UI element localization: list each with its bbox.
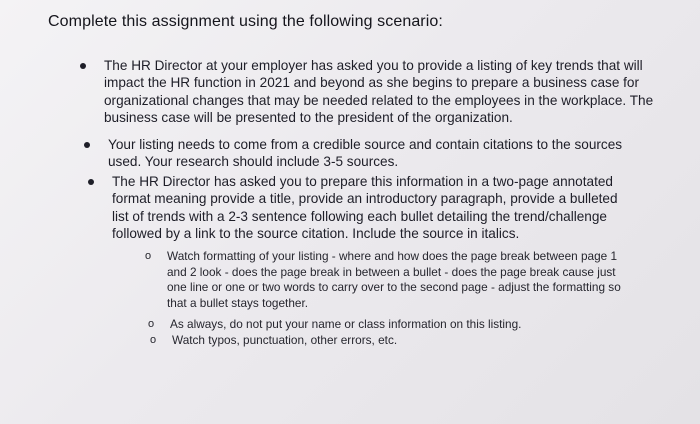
sub-bullet-item-1 — [145, 249, 637, 311]
bullet-item-1 — [104, 57, 664, 127]
sub-bullet-marker-icon: o — [145, 250, 152, 262]
assignment-heading: Complete this assignment using the following scenario: — [48, 13, 443, 30]
bullet-dot-icon — [84, 142, 90, 148]
bullet-dot-icon — [80, 63, 86, 69]
sub-bullet-marker-icon: o — [148, 318, 155, 330]
bullet-text-3: The HR Director has asked you to prepare this information in a two-page annotated format meaning provide a title, provide an introductory paragraph, provide a bulleted list of trends with a 2-3 sentence following each bullet detailing the trend/challenge followed by a link to the source citation. Include the source in italics. — [112, 174, 618, 242]
bullet-item-3 — [112, 173, 632, 243]
bullet-text-1: The HR Director at your employer has asked you to provide a listing of key trends that will impact the HR function in 2021 and beyond as she begins to prepare a business case for organizational changes that may be needed related to the employees in the workplace. The business case will be presented to the president of the organization. — [104, 58, 654, 126]
bullet-item-2 — [108, 136, 648, 171]
sub-bullet-text-2: As always, do not put your name or class information on this listing. — [170, 317, 522, 331]
bullet-text-2: Your listing needs to come from a credible source and contain citations to the sources used. Your research should include 3-5 sources. — [108, 137, 623, 170]
sub-bullet-text-1: Watch formatting of your listing - where and how does the page break between page 1 and 2 look - does the page break in between a bullet - does the page break cause just one line or one or two words to carry over to the second page - adjust the formatting so that a bullet stays together. — [167, 249, 621, 310]
sub-bullet-item-2 — [148, 317, 630, 333]
sub-bullet-marker-icon: o — [150, 334, 157, 346]
sub-bullet-item-3 — [150, 333, 632, 349]
sub-bullet-text-3: Watch typos, punctuation, other errors, etc. — [172, 333, 398, 347]
bullet-dot-icon — [88, 179, 94, 185]
